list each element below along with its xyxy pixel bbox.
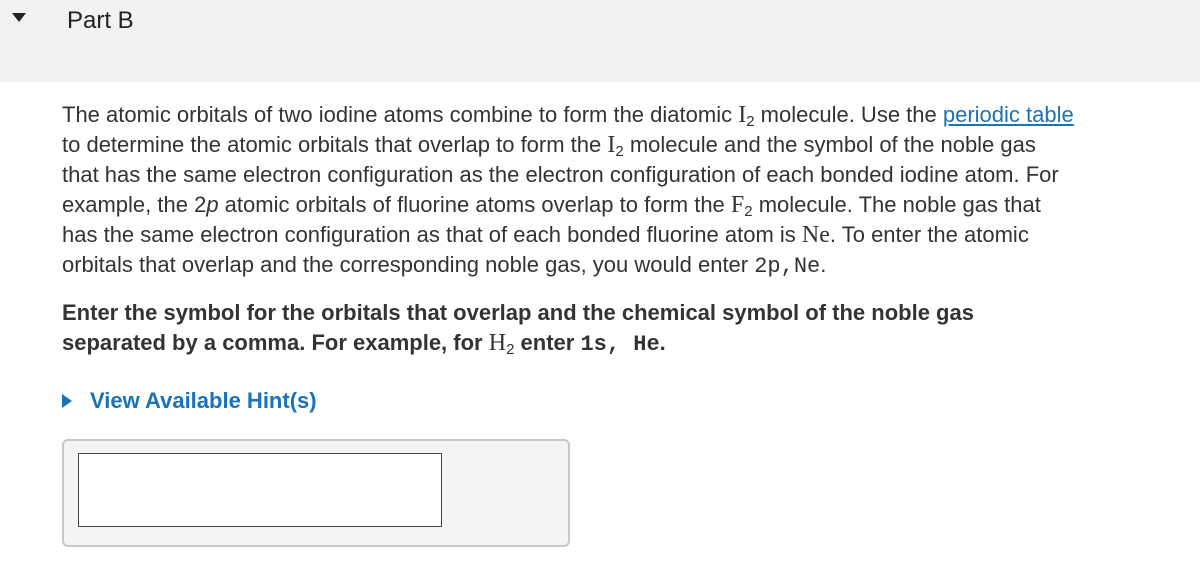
view-hints-toggle[interactable]	[62, 387, 317, 415]
iodine-symbol: I	[738, 102, 747, 128]
answer-container	[62, 439, 570, 547]
problem-line-4: example, the 2p atomic orbitals of fluorine atoms overlap to form the $F_2$ molecule. The noble gas that	[62, 192, 1041, 220]
problem-line-5: has the same electron configuration as that of each bonded fluorine atom is Ne. To enter the atomic	[62, 222, 1029, 248]
problem-line-2: to determine the atomic orbitals that overlap to form the $I_2$ molecule and the symbol of the noble gas	[62, 132, 1036, 160]
hydrogen-symbol: H	[488, 330, 507, 356]
example-answer-code: 2p,Ne	[754, 254, 821, 279]
problem-statement	[62, 100, 1200, 280]
example-format-code: 1s, He	[580, 332, 660, 357]
problem-line-6: orbitals that overlap and the corresponding noble gas, you would enter 2p,Ne.	[62, 252, 827, 279]
iodine-symbol: I	[607, 132, 616, 158]
view-hints-label[interactable]: View Available Hint(s)	[90, 388, 317, 413]
fluorine-symbol: F	[730, 192, 745, 218]
part-header[interactable]	[0, 0, 1200, 82]
answer-input[interactable]	[78, 453, 442, 527]
instructions-line-1: Enter the symbol for the orbitals that overlap and the chemical symbol of the noble gas	[62, 300, 974, 325]
expand-triangle-icon[interactable]	[62, 394, 72, 408]
answer-instructions	[62, 298, 1162, 358]
problem-line-3: that has the same electron configuration as the electron configuration of each bonded iodine atom. For	[62, 162, 1059, 187]
collapse-arrow-icon[interactable]	[12, 13, 26, 22]
part-title: Part B	[67, 7, 134, 34]
instructions-line-2: separated by a comma. For example, for $H_2$ enter 1s, He.	[62, 330, 666, 358]
neon-symbol: Ne	[801, 222, 830, 248]
periodic-table-link[interactable]: periodic table	[942, 102, 1074, 127]
problem-line-1: The atomic orbitals of two iodine atoms combine to form the diatomic $I_2$ molecule. Use the periodic table	[62, 102, 1074, 130]
